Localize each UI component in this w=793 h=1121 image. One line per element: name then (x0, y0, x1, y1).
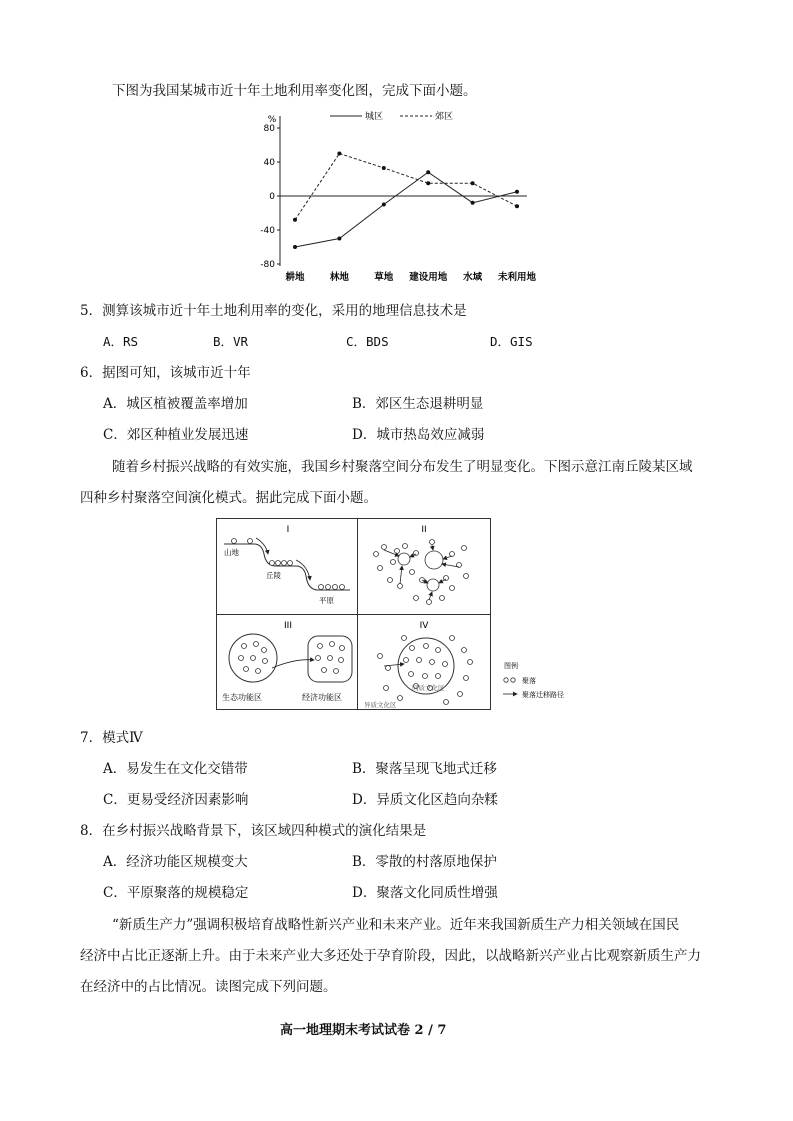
intro-text-3-line-1: “新质生产力”强调积极培育战略性新兴产业和未来产业。近年来我国新质生产力相关领域在国民 (112, 917, 680, 933)
question-5-stem: 5．测算该城市近十年土地利用率的变化，采用的地理信息技术是 (80, 303, 467, 319)
intro-text-2-line-2: 四种乡村聚落空间演化模式。据此完成下面小题。 (80, 490, 377, 506)
data-point (337, 237, 341, 241)
q6-option-b: B．郊区生态退耕明显 (352, 396, 484, 412)
data-point (426, 181, 430, 185)
panel-1-roman: I (286, 525, 290, 535)
legend-title: 图例 (504, 662, 518, 670)
label-econ-zone: 经济功能区 (302, 693, 342, 702)
question-7-stem: 7．模式Ⅳ (80, 730, 143, 746)
diagram-svg (216, 518, 592, 710)
label-plain: 平原 (319, 596, 334, 605)
data-point (471, 181, 475, 185)
data-point (337, 152, 341, 156)
label-hill: 丘陵 (266, 571, 281, 580)
x-category-label: 草地 (374, 272, 394, 283)
series-line-1 (295, 172, 517, 247)
legend-settlement-label: 聚落 (522, 677, 536, 685)
settlement-diagram (216, 518, 592, 710)
x-category-label: 林地 (329, 272, 349, 283)
q7-option-b: B．聚落呈现飞地式迁移 (352, 761, 497, 777)
data-point (293, 245, 297, 249)
y-tick-label: 0 (269, 192, 275, 202)
y-tick-label: 80 (263, 124, 275, 134)
panel-4-roman: IV (419, 621, 429, 631)
x-category-label: 水域 (463, 272, 483, 283)
q5-option-a: A．RS (103, 334, 139, 349)
data-point (382, 203, 386, 207)
x-category-label: 未利用地 (497, 272, 537, 283)
intro-text-1: 下图为我国某城市近十年土地利用率变化图，完成下面小题。 (112, 83, 477, 99)
q7-option-c: C．更易受经济因素影响 (103, 792, 249, 808)
page-footer: 高一地理期末考试试卷 2 / 7 (280, 1023, 447, 1038)
data-point (515, 190, 519, 194)
chart-svg (255, 108, 545, 288)
data-point (293, 218, 297, 222)
y-tick-label: 40 (263, 158, 275, 168)
intro-text-3-line-3: 在经济中的占比情况。读图完成下列问题。 (80, 979, 337, 995)
data-point (426, 170, 430, 174)
q8-option-b: B．零散的村落原地保护 (352, 854, 497, 870)
question-8-stem: 8．在乡村振兴战略背景下，该区域四种模式的演化结果是 (80, 823, 427, 839)
label-eco-zone: 生态功能区 (222, 693, 262, 702)
label-mountain: 山地 (224, 548, 239, 557)
q8-option-a: A．经济功能区规模变大 (103, 854, 248, 870)
q8-option-c: C．平原聚落的规模稳定 (103, 885, 249, 901)
q5-option-c: C．BDS (346, 334, 389, 349)
panel-3-roman: III (284, 621, 292, 631)
label-same-culture: 同质文化区 (412, 684, 445, 692)
y-axis-label: % (267, 115, 277, 125)
q6-option-d: D．城市热岛效应减弱 (352, 427, 485, 443)
label-diff-culture: 异质文化区 (364, 701, 397, 709)
data-point (382, 166, 386, 170)
q5-option-d: D．GIS (490, 334, 533, 349)
series-line-2 (295, 154, 517, 220)
legend-path-label: 聚落迁移路径 (522, 691, 564, 699)
x-category-label: 建设用地 (409, 272, 448, 283)
intro-text-2-line-1: 随着乡村振兴战略的有效实施，我国乡村聚落空间分布发生了明显变化。下图示意江南丘陵某区域 (112, 459, 693, 475)
y-tick-label: -40 (260, 226, 275, 236)
q7-option-d: D．异质文化区趋向杂糅 (352, 792, 498, 808)
data-point (515, 204, 519, 208)
q6-option-c: C．郊区种植业发展迅速 (103, 427, 249, 443)
legend-label-2: 郊区 (435, 112, 454, 122)
q5-option-b: B．VR (213, 334, 249, 349)
q8-option-d: D．聚落文化同质性增强 (352, 885, 498, 901)
data-point (471, 201, 475, 205)
q6-option-a: A．城区植被覆盖率增加 (103, 396, 248, 412)
q7-option-a: A．易发生在文化交错带 (103, 761, 248, 777)
legend-settlement-symbol (504, 678, 508, 682)
legend-label-1: 城区 (365, 112, 384, 122)
y-tick-label: -80 (260, 260, 275, 270)
land-use-chart (255, 108, 545, 288)
intro-text-3-line-2: 经济中占比正逐渐上升。由于未来产业大多还处于孕育阶段，因此，以战略新兴产业占比观察新质生产力 (80, 948, 701, 964)
x-category-label: 耕地 (285, 272, 305, 283)
panel-2-roman: II (421, 525, 427, 535)
question-6-stem: 6．据图可知，该城市近十年 (80, 365, 251, 381)
